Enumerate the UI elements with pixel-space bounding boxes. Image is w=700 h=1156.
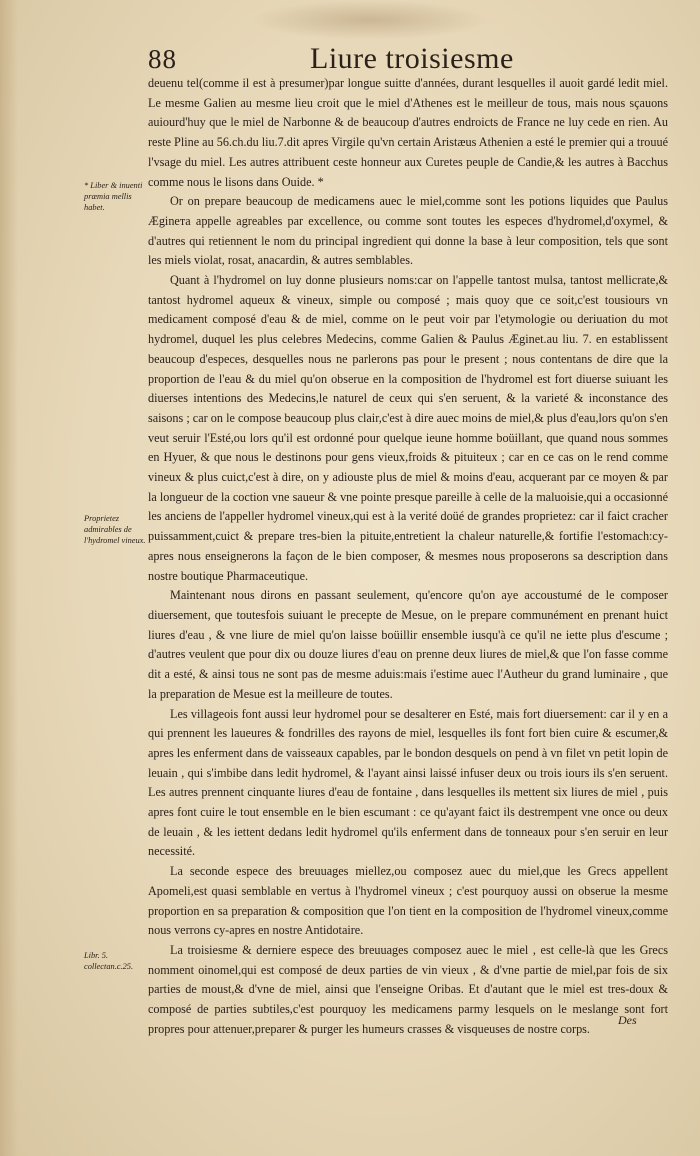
paragraph: Quant à l'hydromel on luy donne plusieurs noms:car on l'appelle tantost mulsa, tantost mellicrate,& tantost hydromel aqueux & vineux, simple ou composé ; mais quoy que ce soit,c'est tousiours vn medicament composé d'eau & de miel, comme on le peut voir par l'etymologie ou deriuation du mot hydromel, duquel les plus celebres Medecins, comme Galien & Paulus Æginet.au liu. 7. en establissent beaucoup d'especes, desquelles nous ne parlerons pas pour le present ; nous contentans de dire que la proportion de l'eau & du miel qu'on obserue en la composition de l'hydromel est fort diuerse suiuant les diuerses intentions des Medecins,le naturel de ceux qui s'en seruent, & la varieté & inconstance des saisons ; car on le compose beaucoup plus clair,c'est à dire auec moins de miel,& plus d'eau,lors qu'on s'en veut seruir l'Esté,ou lors qu'il est ordonné pour quelque ieune homme boüillant, que quand nous sommes en Hyuer, & que nous le destinons pour gens vieux,froids & pituiteux ; car en ce cas on le rend comme vineux & plus cuict,c'est à dire, on y adiouste plus de miel & moins d'eau, acquerant par ce moyen & par la longueur de la coction vne saueur & vne pointe presque pareille à celle de la maluoisie,qui a occasionné les anciens de l'appeller hydromel vineux,qui est à la verité doüé de grandes proprietez: car il faict cracher puissamment,cuict & prepare tres-bien la pituite,entretient la chaleur naturelle,& fortifie l'estomach:cy-apres nous enseignerons la façon de le bien composer, & mesmes nous proposerons sa description dans nostre boutique Pharmaceutique. <box>148 273 668 583</box>
running-title: Liure troisiesme <box>310 42 514 75</box>
margin-note-ovid: * Liber & inuenti præmia mellis habet. <box>84 181 143 212</box>
page-gutter-shadow <box>0 0 18 1156</box>
main-text <box>148 74 668 1039</box>
margin-note-oribas: Libr. 5. collectan.c.25. <box>84 951 134 971</box>
page-number: 88 <box>148 44 177 74</box>
paragraph: La seconde espece des breuuages miellez,ou composez auec du miel,que les Grecs appellent Apomeli,est quasi semblable en vertus à l'hydromel vineux ; c'est pourquoy aussi on obserue la mesme proportion en sa preparation & composition que l'on tient en la composition de l'hydromel vineux,comme nous verrons cy-apres en nostre Antidotaire. <box>148 864 668 938</box>
paragraph: deuenu tel(comme il est à presumer)par longue suitte d'années, durant lesquelles il auoit gardé ledit miel. Le mesme Galien au mesme lieu croit que le miel d'Athenes est le meilleur de tous, mais nous sçauons auiourd'huy que le miel de Narbonne & de beaucoup d'autres endroicts de France ne luy cede en rien. Au reste Pline au 56.ch.du liu.7.dit apres Virgile qu'vn certain Aristæus Athenien a esté le premier qui a trouué l'vsage du miel. Les autres attribuent ceste honneur aux Curetes peuple de Candie,& les autres à Bacchus comme nous le lisons dans Ouide. * <box>148 76 668 189</box>
margin-note-hydromel: Proprietez admirables de l'hydromel vineux. <box>84 514 146 545</box>
paragraph: Or on prepare beaucoup de medicamens auec le miel,comme sont les potions liquides que Paulus Æginета appelle agreables par excellence, ou comme sont toutes les especes d'hydromel,d'oxymel, & d'autres qui retiennent le nom du principal ingredient qui donne la base à leur composition, tels que sont les miels violat, rosat, anacardin, & autres semblables. <box>148 194 668 268</box>
paragraph: La troisiesme & derniere espece des breuuages composez auec le miel , est celle-là que les Grecs nomment oinomel,qui est composé de deux parties de vin vieux , & d'vne partie de miel,par fois de six parties de moust,& d'vne de miel, ainsi que l'enseigne Oribas. Et d'autant que le miel est tres-doux & composé de parties subtiles,c'est pourquoy les medicamens parmy lesquels on le meslange sont fort propres pour attenuer,preparer & purger les humeurs crasses & visqueuses de nostre corps. <box>148 942 668 1036</box>
paragraph: Maintenant nous dirons en passant seulement, qu'encore qu'on aye accoustumé de le composer diuersement, que toutesfois suiuant le precepte de Mesue, on le prepare communément en prenant huict liures d'eau , & vne liure de miel qu'on laisse boüillir ensemble iusqu'à ce qu'il ne iette plus d'escume ; d'autres veulent que pour dix ou douze liures d'eau on prenne deux liures de miel,& que l'on fasse comme dit a esté, & ainsi tous ne sont pas de mesme aduis:mais i'estime auec l'Autheur du grand luminaire , que la preparation de Mesue est la meilleure de toutes. <box>148 588 668 701</box>
paper-stain <box>250 0 490 40</box>
catchword: Des <box>618 1013 637 1027</box>
paragraph: Les villageois font aussi leur hydromel pour se desalterer en Esté, mais fort diuersement: car il y en a qui prennent les laueures & fondrilles des rayons de miel, lesquelles ils font fort bien cuire & escumer,& apres les enferment dans de vaisseaux capables, par le bondon desquels on pend à vn filet vn petit lopin de leuain , qui s'imbibe dans ledit hydromel, & l'ayant ainsi laissé infuser deux ou trois iours ils s'en seruent. Les autres prennent cinquante liures d'eau de fontaine , dans lesquelles ils mettent six liures de miel , puis apres font cuire le tout ensemble en le bien escumant : ce qu'ayant faict ils destrempent vne once ou deux de leuain , & les iettent dedans ledit hydromel qu'ils enferment dans de tonneaux pour s'en seruir en leur necessité. <box>148 706 668 859</box>
